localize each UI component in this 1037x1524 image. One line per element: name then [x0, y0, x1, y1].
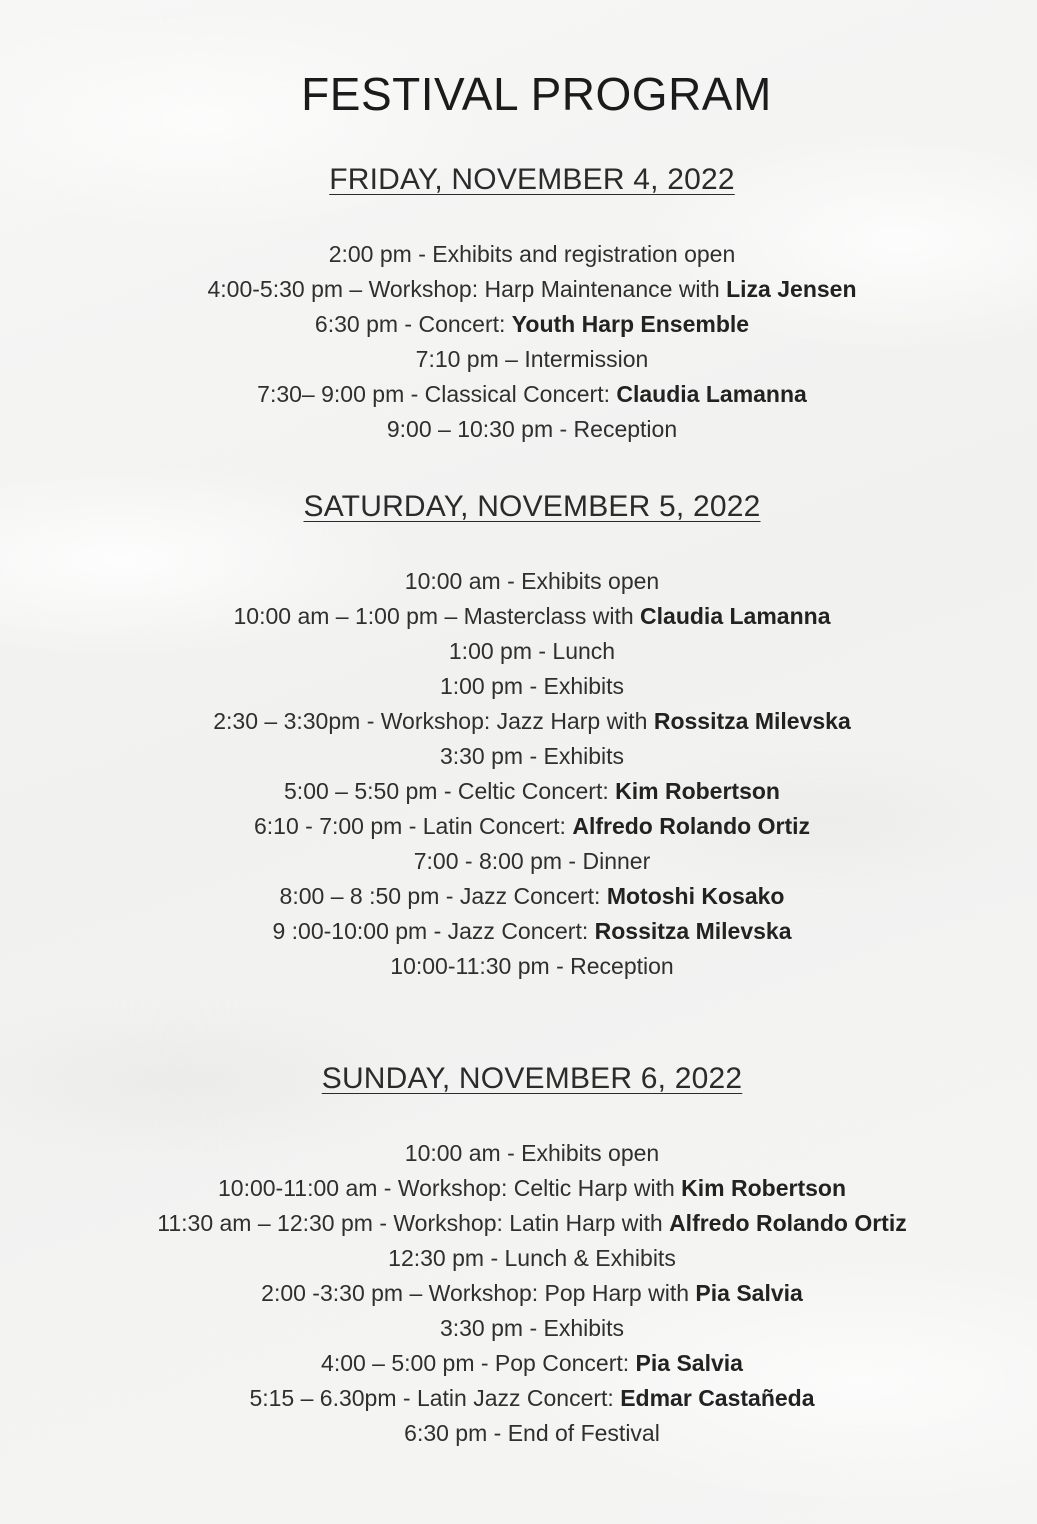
event-text: 10:00-11:30 pm - Reception: [390, 953, 674, 979]
event-text: 6:10 - 7:00 pm - Latin Concert:: [254, 813, 573, 839]
event-item: [0, 1136, 1037, 1171]
performer-name: Alfredo Rolando Ortiz: [572, 813, 810, 839]
event-text: 2:30 – 3:30pm - Workshop: Jazz Harp with: [213, 708, 654, 734]
performer-name: Rossitza Milevska: [594, 918, 792, 944]
event-item: [0, 879, 1037, 914]
event-text: 5:15 – 6.30pm - Latin Jazz Concert:: [249, 1385, 621, 1411]
event-item: [0, 272, 1037, 307]
day-section-sunday: [0, 1059, 1037, 1451]
day-heading: SUNDAY, NOVEMBER 6, 2022: [321, 1062, 743, 1095]
performer-name: Rossitza Milevska: [653, 708, 851, 734]
event-text: 3:30 pm - Exhibits: [439, 1315, 625, 1341]
event-item: [0, 1416, 1037, 1451]
performer-name: Pia Salvia: [695, 1280, 803, 1306]
performer-name: Claudia Lamanna: [640, 603, 831, 629]
event-text: 7:10 pm – Intermission: [415, 346, 649, 372]
event-text: 10:00-11:00 am - Workshop: Celtic Harp with: [217, 1175, 682, 1201]
event-text: 7:00 - 8:00 pm - Dinner: [413, 848, 651, 874]
performer-name: Alfredo Rolando Ortiz: [669, 1210, 907, 1236]
event-text: 12:30 pm - Lunch & Exhibits: [388, 1245, 676, 1271]
event-item: [0, 377, 1037, 412]
event-item: [0, 739, 1037, 774]
performer-name: Kim Robertson: [615, 778, 780, 804]
event-item: [0, 634, 1037, 669]
event-item: [0, 1206, 1037, 1241]
event-text: 2:00 -3:30 pm – Workshop: Pop Harp with: [261, 1280, 696, 1306]
event-item: [0, 844, 1037, 879]
event-text: 3:30 pm - Exhibits: [439, 743, 625, 769]
event-item: [0, 774, 1037, 809]
page-title: FESTIVAL PROGRAM: [301, 68, 772, 120]
event-text: 10:00 am – 1:00 pm – Masterclass with: [233, 603, 641, 629]
event-item: [0, 412, 1037, 447]
event-item: [0, 599, 1037, 634]
event-item: [0, 949, 1037, 984]
event-item: [0, 342, 1037, 377]
performer-name: Liza Jensen: [726, 276, 857, 302]
event-text: 1:00 pm - Lunch: [448, 638, 616, 664]
performer-name: Claudia Lamanna: [616, 381, 807, 407]
performer-name: Pia Salvia: [635, 1350, 743, 1376]
event-text: 10:00 am - Exhibits open: [404, 568, 660, 594]
performer-name: Edmar Castañeda: [620, 1385, 815, 1411]
event-text: 6:30 pm - Concert:: [314, 311, 512, 337]
day-section-friday: [0, 160, 1037, 447]
event-text: 9:00 – 10:30 pm - Reception: [386, 416, 678, 442]
performer-name: Youth Harp Ensemble: [511, 311, 750, 337]
day-heading: FRIDAY, NOVEMBER 4, 2022: [329, 163, 735, 196]
event-list: [0, 1136, 1037, 1451]
event-item: [0, 1276, 1037, 1311]
event-text: 8:00 – 8 :50 pm - Jazz Concert:: [279, 883, 607, 909]
event-text: 9 :00-10:00 pm - Jazz Concert:: [272, 918, 595, 944]
event-list: [0, 237, 1037, 447]
event-text: 4:00 – 5:00 pm - Pop Concert:: [321, 1350, 636, 1376]
event-text: 6:30 pm - End of Festival: [404, 1420, 660, 1446]
event-text: 11:30 am – 12:30 pm - Workshop: Latin Harp with: [157, 1210, 670, 1236]
event-item: [0, 1311, 1037, 1346]
event-text: 7:30– 9:00 pm - Classical Concert:: [257, 381, 617, 407]
event-item: [0, 1171, 1037, 1206]
event-item: [0, 307, 1037, 342]
performer-name: Motoshi Kosako: [606, 883, 785, 909]
day-section-saturday: [0, 487, 1037, 984]
event-item: [0, 669, 1037, 704]
event-item: [0, 704, 1037, 739]
event-item: [0, 809, 1037, 844]
event-item: [0, 1241, 1037, 1276]
event-item: [0, 914, 1037, 949]
event-text: 2:00 pm - Exhibits and registration open: [328, 241, 736, 267]
event-text: 1:00 pm - Exhibits: [439, 673, 625, 699]
performer-name: Kim Robertson: [681, 1175, 847, 1201]
event-item: [0, 1381, 1037, 1416]
event-text: 10:00 am - Exhibits open: [404, 1140, 660, 1166]
event-item: [0, 1346, 1037, 1381]
day-heading: SATURDAY, NOVEMBER 5, 2022: [303, 490, 761, 523]
event-list: [0, 564, 1037, 984]
event-text: 4:00-5:30 pm – Workshop: Harp Maintenance with: [207, 276, 727, 302]
event-text: 5:00 – 5:50 pm - Celtic Concert:: [284, 778, 616, 804]
event-item: [0, 564, 1037, 599]
event-item: [0, 237, 1037, 272]
